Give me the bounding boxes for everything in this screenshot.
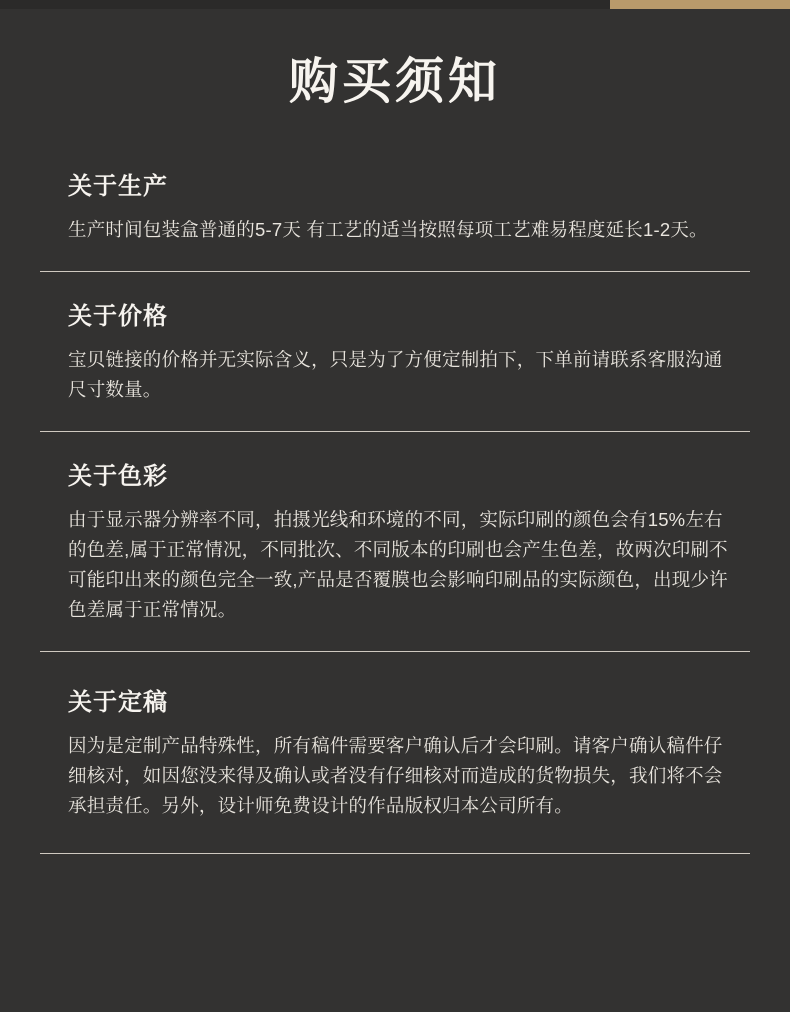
section-body: 由于显示器分辨率不同，拍摄光线和环境的不同，实际印刷的颜色会有15%左右的色差,属于正常情况，不同批次、不同版本的印刷也会产生色差，故两次印刷不可能印出来的颜色完全一致,产品是否覆膜也会影响印刷品的实际颜色，出现少许色差属于正常情况。 xyxy=(68,509,728,621)
notice-section-final-draft xyxy=(40,682,750,821)
page-content xyxy=(0,9,790,878)
page-title: 购买须知 xyxy=(288,55,501,109)
section-body: 宝贝链接的价格并无实际含义，只是为了方便定制拍下，下单前请联系客服沟通尺寸数量。 xyxy=(68,349,723,401)
notice-sections xyxy=(40,166,750,854)
section-body: 因为是定制产品特殊性，所有稿件需要客户确认后才会印刷。请客户确认稿件仔细核对，如因您没来得及确认或者没有仔细核对而造成的货物损失，我们将不会承担责任。另外，设计师免费设计的作品版权归本公司所有。 xyxy=(68,735,723,817)
section-heading: 关于定稿 xyxy=(68,689,168,717)
section-heading: 关于生产 xyxy=(68,173,168,201)
section-body: 生产时间包装盒普通的5-7天 有工艺的适当按照每项工艺难易程度延长1-2天。 xyxy=(68,219,708,241)
top-bar-dark-segment xyxy=(0,0,610,9)
decorative-top-bar xyxy=(0,0,790,9)
notice-section-price xyxy=(40,296,750,405)
section-heading: 关于色彩 xyxy=(68,463,168,491)
section-divider xyxy=(40,431,750,432)
top-bar-accent-segment xyxy=(610,0,790,9)
notice-section-color xyxy=(40,456,750,625)
section-heading: 关于价格 xyxy=(68,303,168,331)
section-divider xyxy=(40,651,750,652)
section-divider-bottom xyxy=(40,853,750,854)
notice-section-production xyxy=(40,166,750,245)
section-divider xyxy=(40,271,750,272)
